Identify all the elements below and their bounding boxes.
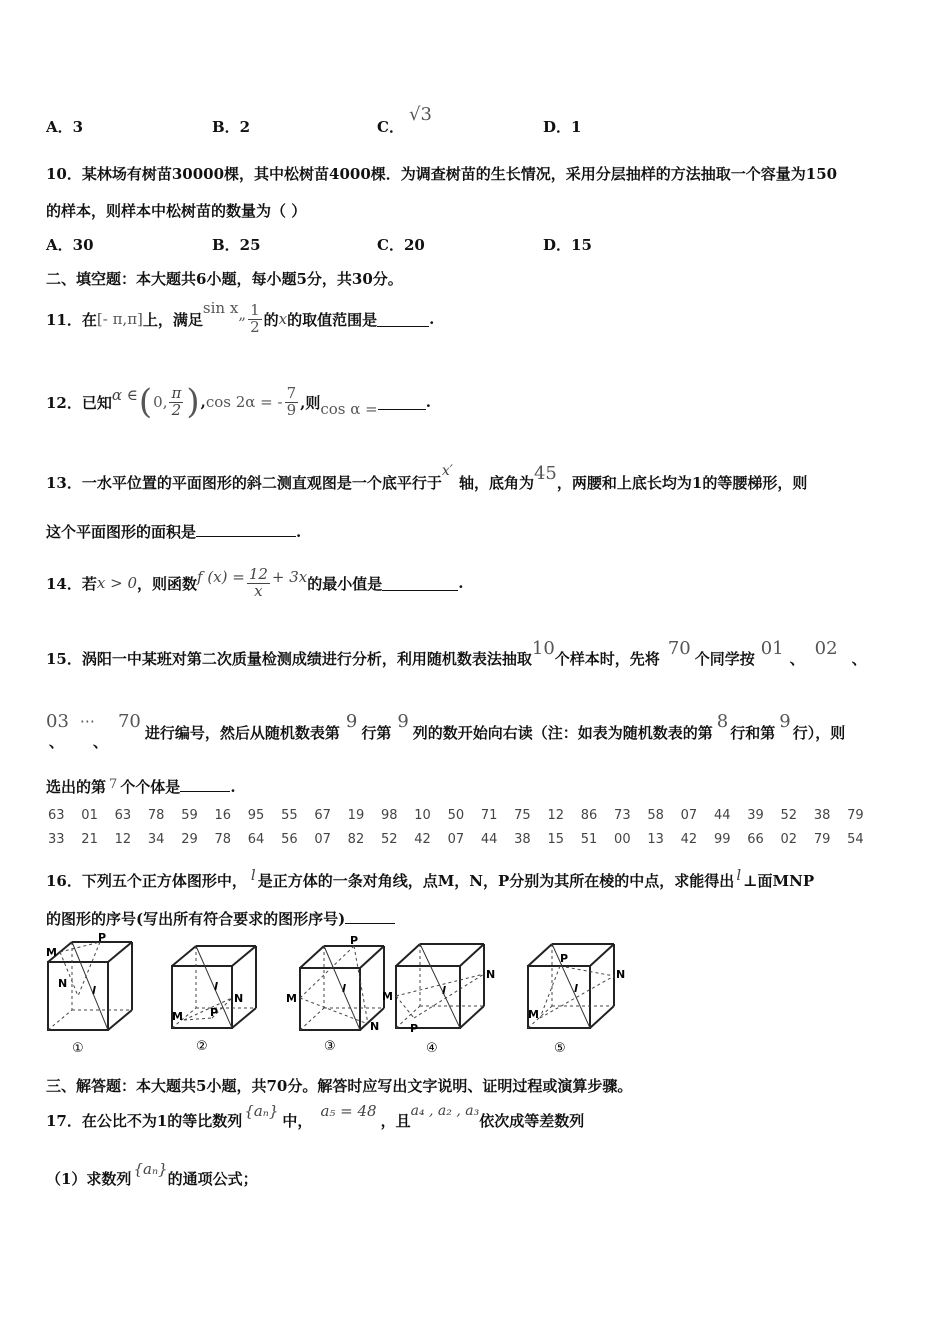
random-number-cell: 16	[214, 808, 232, 823]
svg-text:N: N	[370, 1020, 380, 1033]
random-number-cell: 00	[614, 832, 631, 847]
svg-text:P: P	[350, 934, 359, 947]
random-number-cell: 29	[181, 832, 198, 847]
random-number-cell: 75	[514, 808, 531, 823]
q14	[46, 558, 464, 608]
q11-var: x	[278, 310, 288, 328]
random-number-cell: 79	[847, 808, 864, 823]
cube-figure-2	[164, 936, 274, 1058]
cube-figure-4	[380, 936, 500, 1058]
random-number-cell: 63	[114, 808, 132, 823]
q15-text-c: 个同学按	[694, 649, 755, 668]
q15-text-g: 行和第	[730, 723, 776, 742]
q13-answer-blank[interactable]	[196, 522, 296, 537]
random-number-cell: 67	[314, 808, 331, 823]
q15-sep4: 、	[92, 732, 108, 751]
q10-option-d: D．15	[543, 236, 592, 254]
fig-label-1: ①	[72, 1041, 84, 1056]
random-number-cell: 78	[214, 832, 232, 847]
random-number-cell: 52	[380, 832, 398, 847]
random-number-cell: 56	[281, 832, 298, 847]
random-number-cell: 51	[580, 832, 598, 847]
random-number-cell: 12	[114, 832, 132, 847]
random-number-cell: 21	[81, 832, 98, 847]
q17-part1-text-b: 的通项公式；	[167, 1169, 258, 1188]
q11-fraction: $\frac{1}{2}$	[250, 300, 260, 336]
svg-text:P: P	[410, 1022, 419, 1035]
q16-line1	[46, 866, 814, 894]
q12-alpha-in: α ∈	[111, 386, 138, 404]
q15-text-d: 进行编号，然后从随机数表第	[144, 723, 340, 742]
q15-n9c: 9	[779, 710, 791, 732]
q15-answer-blank[interactable]	[180, 777, 230, 792]
q15-n8: 8	[716, 710, 729, 732]
random-number-cell: 42	[680, 832, 698, 847]
random-number-cell: 42	[414, 832, 431, 847]
q15-n9a: 9	[345, 710, 358, 732]
q12-paren-right: )	[186, 382, 200, 422]
q12-comma: ,	[200, 393, 206, 411]
q13-axis: x′	[441, 463, 453, 479]
q17-a5: a₅ = 48	[320, 1102, 377, 1120]
q15-n7: 7	[109, 777, 118, 792]
q17-text-d: 依次成等差数列	[479, 1111, 585, 1130]
random-number-cell: 73	[614, 808, 631, 823]
q15-end: .	[230, 778, 236, 796]
random-number-cell: 71	[480, 808, 498, 823]
q10-option-a: A．30	[46, 236, 94, 254]
random-number-cell: 98	[380, 808, 398, 823]
q12-then: ,则	[300, 393, 321, 412]
random-number-cell: 19	[347, 808, 365, 823]
random-number-cell: 07	[680, 808, 698, 823]
q16-l-2: l	[736, 866, 742, 884]
random-number-cell: 86	[580, 808, 598, 823]
svg-text:M: M	[382, 990, 393, 1003]
random-number-cell: 34	[147, 832, 165, 847]
q15-text-i: 选出的第	[46, 778, 107, 796]
q15-text-e: 行第	[361, 723, 392, 742]
q11-end: .	[429, 310, 435, 328]
q14-condition: x > 0	[96, 574, 137, 592]
q9-option-c-sqrt3: √3	[409, 104, 432, 125]
q16-line2-text: 的图形的序号(写出所有符合要求的图形序号)	[46, 910, 346, 928]
svg-text:P: P	[560, 952, 569, 965]
q15-line1	[46, 638, 867, 678]
svg-text:l: l	[442, 984, 446, 997]
q16-text-c: ⊥面MNP	[743, 871, 815, 890]
fig-label-5: ⑤	[554, 1041, 566, 1056]
q10-line2: 的样本，则样本中松树苗的数量为（ ）	[46, 202, 307, 220]
random-table-row-8	[48, 808, 880, 823]
q12-prefix: 12．已知	[46, 393, 112, 412]
q17-terms: a₄ , a₂ , a₃	[410, 1103, 480, 1119]
svg-text:P: P	[98, 932, 107, 944]
q17-text-a: 17．在公比不为1的等比数列	[46, 1111, 243, 1130]
q14-end: .	[458, 574, 464, 592]
random-number-cell: 64	[247, 832, 265, 847]
q16-line2	[46, 908, 395, 929]
random-number-cell: 01	[81, 808, 98, 823]
q13-text-a: 13．一水平位置的平面图形的斜二测直观图是一个底平行于	[46, 473, 442, 492]
random-number-cell: 44	[480, 832, 498, 847]
q17-part1	[46, 1160, 258, 1196]
svg-text:l: l	[214, 980, 218, 993]
q14-fraction: $\frac{12}{x}$	[248, 564, 268, 600]
q11-mid: 上，满足	[142, 310, 203, 329]
random-number-cell: 54	[847, 832, 864, 847]
random-number-cell: 63	[48, 808, 65, 823]
random-number-cell: 99	[713, 832, 731, 847]
q17-part1-sequence: {aₙ}	[133, 1160, 168, 1178]
svg-text:M: M	[46, 946, 57, 959]
q15-n70: 70	[667, 637, 691, 659]
section-2-heading: 二、填空题：本大题共6小题，每小题5分，共30分。	[46, 270, 403, 288]
q9-option-c: C．	[377, 118, 404, 136]
random-table-row-9	[48, 832, 880, 847]
random-number-cell: 79	[813, 832, 831, 847]
random-number-cell: 95	[247, 808, 265, 823]
q14-prefix: 14．若	[46, 574, 97, 593]
q15-sep2: 、	[851, 649, 867, 668]
q14-function: f (x) =	[197, 568, 245, 586]
svg-text:l: l	[342, 982, 346, 995]
q14-answer-blank[interactable]	[382, 576, 458, 591]
svg-text:N: N	[486, 968, 496, 981]
q13-line2-text: 这个平面图形的面积是	[46, 523, 197, 541]
random-number-cell: 02	[780, 832, 798, 847]
q12-interval-left: 0,	[153, 393, 168, 411]
q12	[46, 376, 431, 428]
svg-text:l: l	[92, 984, 96, 997]
q14-mid: ，则函数	[136, 574, 197, 593]
random-number-cell: 38	[813, 808, 831, 823]
random-number-cell: 15	[547, 832, 564, 847]
q10-option-c: C．20	[377, 236, 425, 254]
q13-line1	[46, 462, 807, 502]
q11	[46, 294, 434, 344]
cube-figure-3	[284, 932, 394, 1057]
q15-code-01: 01	[760, 637, 784, 659]
random-number-cell: 82	[347, 832, 365, 847]
q13-angle: 45	[533, 462, 557, 484]
random-number-cell: 44	[713, 808, 731, 823]
q12-cos2a: cos 2α = -	[205, 393, 283, 411]
q15-text-a: 15．涡阳一中某班对第二次质量检测成绩进行分析，利用随机数表法抽取	[46, 649, 532, 668]
q11-relation: „	[238, 305, 247, 323]
q11-sin: sin x	[202, 299, 239, 317]
q12-end: .	[425, 393, 431, 411]
section-3-heading: 三、解答题：本大题共5小题，共70分。解答时应写出文字说明、证明过程或演算步骤。	[46, 1077, 633, 1095]
random-number-cell: 58	[647, 808, 664, 823]
q17-text-c: ，且	[380, 1111, 411, 1130]
random-number-cell: 59	[181, 808, 198, 823]
random-number-cell: 66	[747, 832, 764, 847]
svg-text:P: P	[210, 1006, 219, 1019]
q13-end: .	[296, 523, 302, 541]
random-number-cell: 13	[647, 832, 664, 847]
q15-text-b: 个样本时，先将	[554, 649, 660, 668]
q17-text-b: 中，	[282, 1111, 313, 1130]
q12-fraction-7-9: $\frac{7}{9}$	[286, 383, 297, 419]
q15-text-f: 列的数开始向右读（注：如表为随机数表的第	[412, 723, 713, 742]
q15-sep3: 、	[48, 732, 64, 751]
random-number-cell: 07	[314, 832, 331, 847]
q17	[46, 1102, 584, 1138]
q13-line2	[46, 521, 301, 542]
svg-text:N: N	[234, 992, 244, 1005]
q9-option-b: B．2	[212, 118, 251, 136]
random-number-cell: 50	[447, 808, 465, 823]
q15-code-03: 03	[46, 710, 69, 732]
q15-sep1: 、	[789, 649, 805, 668]
q15-line2	[46, 710, 845, 754]
cube-figure-1	[40, 932, 150, 1057]
q14-plus: + 3x	[271, 568, 308, 586]
random-number-cell: 52	[780, 808, 798, 823]
q12-paren-left: (	[138, 382, 153, 422]
random-number-cell: 10	[414, 808, 431, 823]
svg-text:N: N	[616, 968, 626, 981]
q15-code-70: 70	[117, 710, 141, 732]
random-number-cell: 78	[147, 808, 165, 823]
q14-suffix: 的最小值是	[307, 574, 383, 593]
random-number-cell: 39	[747, 808, 764, 823]
q17-sequence: {aₙ}	[244, 1102, 279, 1120]
q15-n10: 10	[531, 637, 555, 659]
q11-text2: 的	[263, 310, 279, 329]
svg-text:M: M	[528, 1008, 539, 1021]
svg-text:M: M	[172, 1010, 183, 1023]
random-number-cell: 12	[547, 808, 564, 823]
q16-answer-blank[interactable]	[345, 909, 395, 924]
random-number-cell: 07	[447, 832, 465, 847]
q12-cosa: cos α =	[320, 400, 378, 418]
q15-line3	[46, 776, 236, 797]
q10-option-b: B．25	[212, 236, 261, 254]
fig-label-4: ④	[426, 1041, 438, 1056]
q15-n9b: 9	[397, 710, 409, 732]
q16-text-b: 是正方体的一条对角线，点M，N，P分别为其所在棱的中点，求能得出	[257, 871, 735, 890]
random-number-cell: 38	[514, 832, 531, 847]
q13-text-c: ，两腰和上底长均为1的等腰梯形，则	[556, 473, 808, 492]
q12-answer-blank[interactable]	[378, 395, 426, 410]
q15-dots: ⋯	[79, 712, 95, 730]
q11-prefix: 11．在	[46, 310, 97, 329]
random-number-cell: 33	[48, 832, 65, 847]
q11-text3: 的取值范围是	[287, 310, 378, 329]
q12-fraction-pi: $\frac{\pi}{2}$	[171, 383, 182, 419]
cube-figure-5	[520, 936, 630, 1058]
q16-l-1: l	[250, 866, 256, 884]
q15-text-j: 个个体是	[120, 778, 181, 796]
q15-code-02: 02	[814, 637, 838, 659]
svg-text:M: M	[286, 992, 297, 1005]
q10-line1: 10．某林场有树苗30000棵，其中松树苗4000棵．为调查树苗的生长情况，采用分层抽样的方法抽取一个容量为150	[46, 165, 838, 183]
q11-answer-blank[interactable]	[377, 312, 429, 327]
q9-option-d: D．1	[543, 118, 582, 136]
q11-interval: [- π,π]	[96, 310, 143, 328]
q16-text-a: 16．下列五个正方体图形中，	[46, 871, 247, 890]
random-number-cell: 55	[281, 808, 298, 823]
fig-label-3: ③	[324, 1039, 336, 1054]
svg-text:N: N	[58, 977, 68, 990]
q17-part1-text-a: （1）求数列	[46, 1169, 132, 1188]
svg-text:l: l	[574, 982, 578, 995]
q9-option-a: A．3	[46, 118, 84, 136]
q13-text-b: 轴，底角为	[458, 473, 534, 492]
fig-label-2: ②	[196, 1039, 208, 1054]
q15-text-h: 行），则	[792, 723, 846, 742]
